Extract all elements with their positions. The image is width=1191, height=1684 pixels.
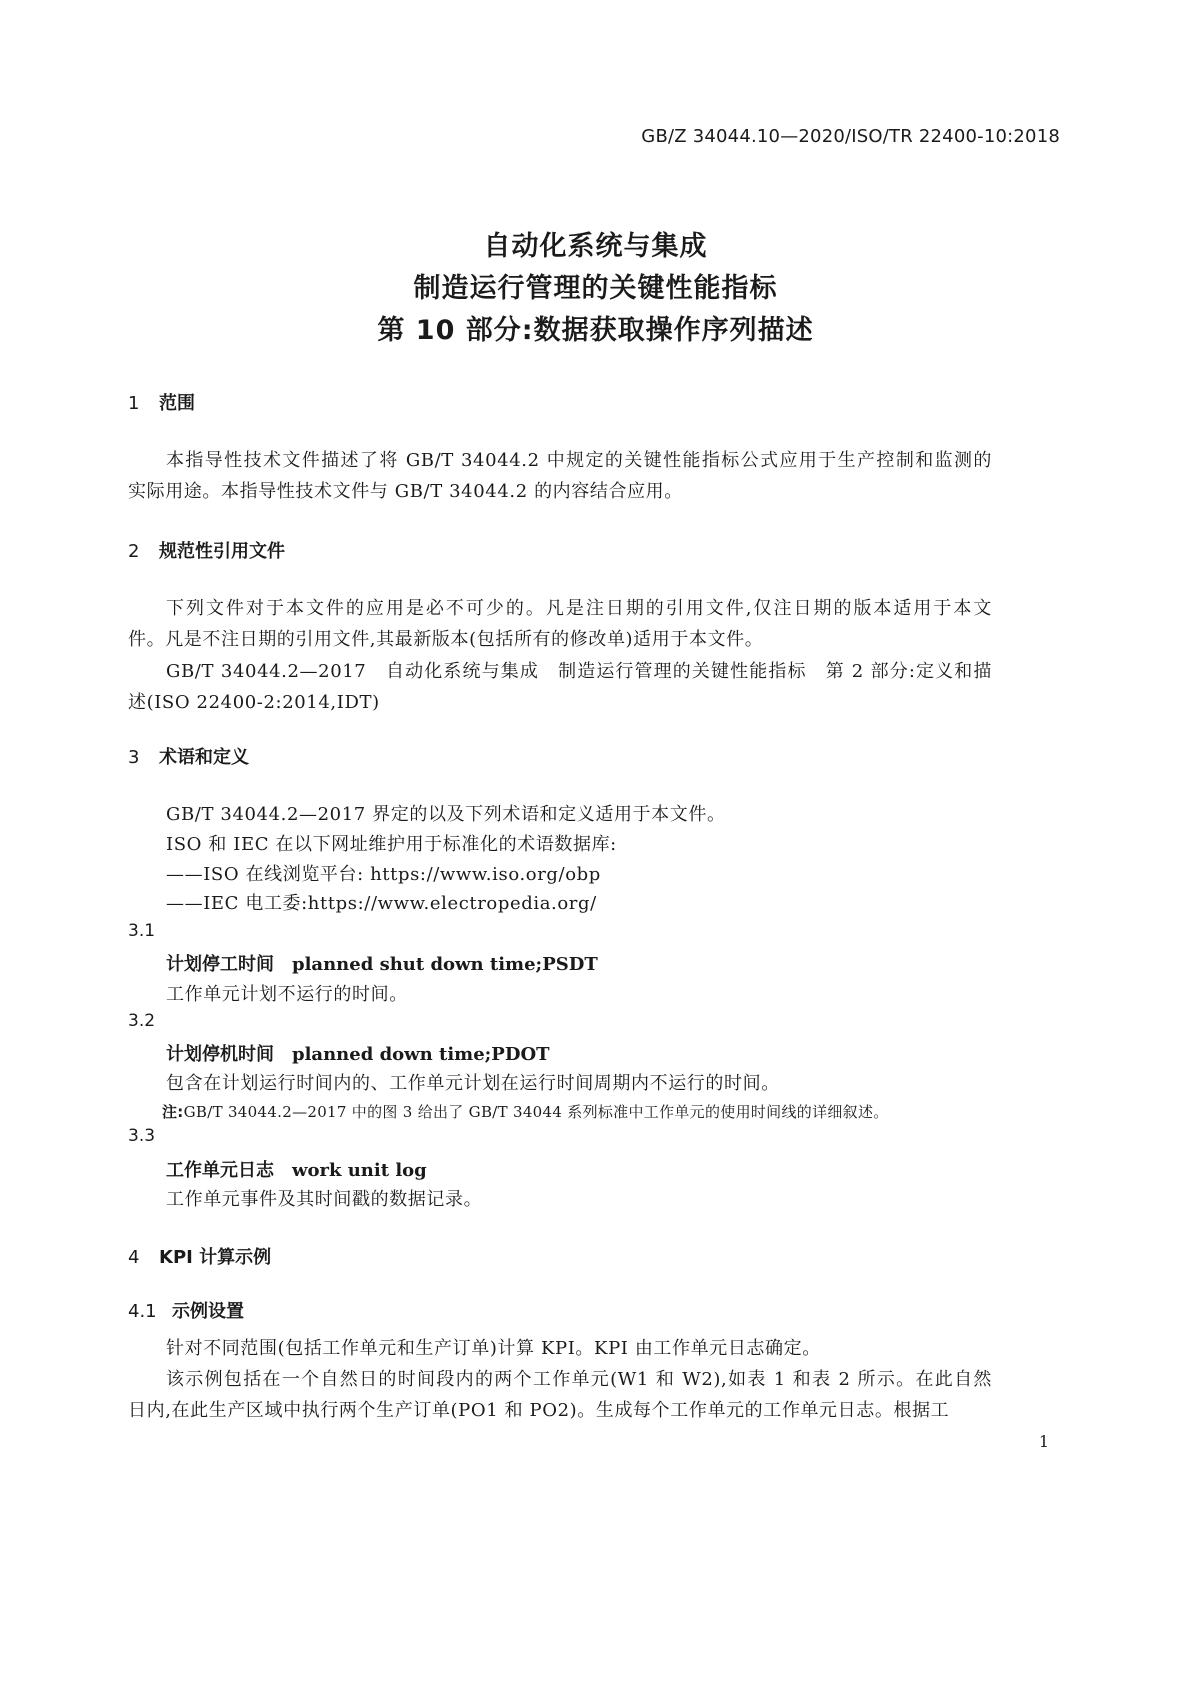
paragraph: 件。凡是不注日期的引用文件,其最新版本(包括所有的修改单)适用于本文件。 <box>128 629 764 650</box>
paragraph: ISO 和 IEC 在以下网址维护用于标准化的术语数据库: <box>166 834 617 855</box>
note <box>162 1101 889 1122</box>
term-definition: 工作单元计划不运行的时间。 <box>166 984 408 1005</box>
title-line-3: 第 10 部分:数据获取操作序列描述 <box>377 315 814 346</box>
paragraph: 下列文件对于本文件的应用是必不可少的。凡是注日期的引用文件,仅注日期的版本适用于本文 <box>166 598 992 619</box>
term-english: planned down time;PDOT <box>292 1044 550 1065</box>
paragraph: 实际用途。本指导性技术文件与 GB/T 34044.2 的内容结合应用。 <box>128 481 683 502</box>
section-3-heading <box>128 743 249 769</box>
clause-number: 3.1 <box>128 921 156 941</box>
term-definition: 工作单元事件及其时间戳的数据记录。 <box>166 1189 483 1210</box>
section-number: 4.1 <box>128 1301 157 1322</box>
clause-number: 3.3 <box>128 1126 156 1146</box>
section-number: 1 <box>128 393 140 414</box>
section-4-1-heading <box>128 1297 244 1323</box>
reference-entry: GB/T 34044.2—2017 自动化系统与集成 制造运行管理的关键性能指标 第 2 部分:定义和描 <box>166 661 992 682</box>
paragraph: 日内,在此生产区域中执行两个生产订单(PO1 和 PO2)。生成每个工作单元的工作单元日志。根据工 <box>128 1400 950 1421</box>
section-4-heading <box>128 1243 271 1269</box>
term-entry <box>166 1040 550 1066</box>
section-number: 4 <box>128 1247 140 1268</box>
term-english: planned shut down time;PSDT <box>292 954 598 975</box>
paragraph: 该示例包括在一个自然日的时间段内的两个工作单元(W1 和 W2),如表 1 和表 2 所示。在此自然 <box>166 1369 992 1390</box>
section-1-heading <box>128 389 195 415</box>
paragraph: 本指导性技术文件描述了将 GB/T 34044.2 中规定的关键性能指标公式应用于生产控制和监测的 <box>166 450 992 471</box>
note-label: 注: <box>162 1103 184 1121</box>
term-entry <box>166 950 598 976</box>
section-title: 规范性引用文件 <box>159 541 285 562</box>
section-number: 3 <box>128 747 140 768</box>
section-title: 范围 <box>159 393 195 414</box>
term-definition: 包含在计划运行时间内的、工作单元计划在运行时间周期内不运行的时间。 <box>166 1073 780 1094</box>
title-line-1: 自动化系统与集成 <box>483 231 708 262</box>
term-chinese: 计划停机时间 <box>166 1044 274 1065</box>
list-item: ——ISO 在线浏览平台: https://www.iso.org/obp <box>166 864 601 885</box>
document-title <box>0 226 1191 352</box>
term-english: work unit log <box>292 1160 427 1181</box>
term-chinese: 计划停工时间 <box>166 954 274 975</box>
section-title: 术语和定义 <box>159 747 249 768</box>
reference-entry: 述(ISO 22400-2:2014,IDT) <box>128 692 380 713</box>
section-title: KPI 计算示例 <box>159 1247 272 1268</box>
term-chinese: 工作单元日志 <box>166 1160 274 1181</box>
note-text: GB/T 34044.2—2017 中的图 3 给出了 GB/T 34044 系列标准中工作单元的使用时间线的详细叙述。 <box>183 1103 889 1121</box>
term-entry <box>166 1156 427 1182</box>
section-title: 示例设置 <box>172 1301 244 1322</box>
section-2-heading <box>128 537 285 563</box>
section-number: 2 <box>128 541 140 562</box>
paragraph: GB/T 34044.2—2017 界定的以及下列术语和定义适用于本文件。 <box>166 804 726 825</box>
title-line-2: 制造运行管理的关键性能指标 <box>413 273 778 304</box>
clause-number: 3.2 <box>128 1011 156 1031</box>
paragraph: 针对不同范围(包括工作单元和生产订单)计算 KPI。KPI 由工作单元日志确定。 <box>166 1338 821 1359</box>
standard-code: GB/Z 34044.10—2020/ISO/TR 22400-10:2018 <box>641 126 1060 147</box>
list-item: ——IEC 电工委:https://www.electropedia.org/ <box>166 893 597 914</box>
page-number: 1 <box>1038 1432 1049 1451</box>
